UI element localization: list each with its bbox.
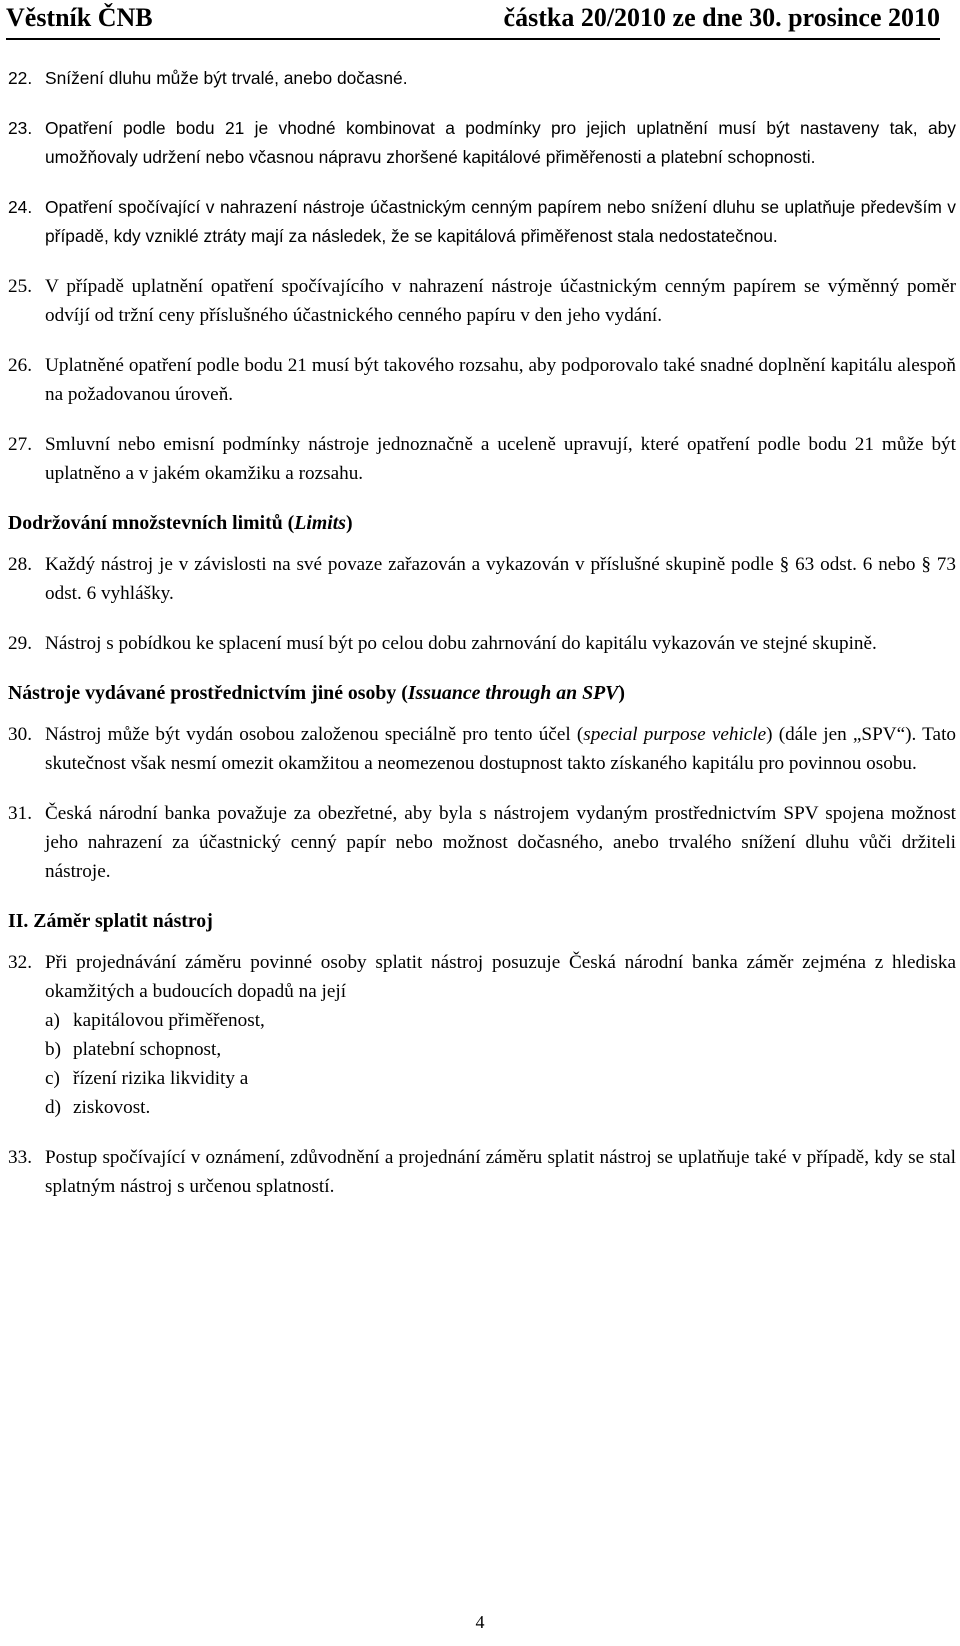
page-header (6, 2, 940, 34)
paragraph-30: 30. Nástroj může být vydán osobou založenou speciálně pro tento účel (special purpose vehicle) (dále jen „SPV“). Tato skutečnost však nesmí omezit okamžitou a neomezenou dostupnost takto získaného kapitálu pro povinnou osobu. (8, 724, 956, 774)
paragraph-28: 28. Každý nástroj je v závislosti na své povaze zařazován a vykazován v příslušné skupině podle § 63 odst. 6 nebo § 73 odst. 6 vyhlášky. (8, 554, 956, 604)
header-divider (6, 38, 940, 40)
heading-spv: Nástroje vydávané prostřednictvím jiné osoby (Issuance through an SPV) (8, 682, 625, 704)
paragraph-23: 23. Opatření podle bodu 21 je vhodné kombinovat a podmínky pro jejich uplatnění musí být nastaveny tak, aby umožňovaly udržení nebo včasnou nápravu zhoršené kapitálové přiměřenosti a platební schopnosti. (8, 118, 956, 167)
document-body (8, 64, 956, 1222)
paragraph-27: 27. Smluvní nebo emisní podmínky nástroje jednoznačně a uceleně upravují, které opatření podle bodu 21 může být uplatněno a v jakém okamžiku a rozsahu. (8, 434, 956, 484)
paragraph-22: 22. Snížení dluhu může být trvalé, anebo dočasné. (8, 68, 408, 88)
paragraph-24: 24. Opatření spočívající v nahrazení nástroje účastnickým cenným papírem nebo snížení dluhu se uplatňuje především v případě, kdy vzniklé ztráty mají za následek, že se kapitálová přiměřenost stala nedostatečnou. (8, 197, 956, 246)
list-item: d) ziskovost. (45, 1097, 151, 1118)
heading-limits: Dodržování množstevních limitů (Limits) (8, 512, 353, 534)
issue-info: částka 20/2010 ze dne 30. prosince 2010 (503, 3, 940, 32)
paragraph-26: 26. Uplatněné opatření podle bodu 21 musí být takového rozsahu, aby podporovalo také snadné doplnění kapitálu alespoň na požadovanou úroveň. (8, 355, 956, 405)
heading-repay: II. Záměr splatit nástroj (8, 910, 213, 932)
paragraph-32: 32. Při projednávání záměru povinné osoby splatit nástroj posuzuje Česká národní banka záměr zejména z hlediska okamžitých a budoucích dopadů na její a) kapitálovou přiměřenost, b) platební schopnost, c) řízení rizika likvidity a d) ziskovost. (8, 948, 956, 1122)
list-item: c) řízení rizika likvidity a (45, 1068, 249, 1089)
paragraph-31: 31. Česká národní banka považuje za obezřetné, aby byla s nástrojem vydaným prostřednictvím SPV spojena možnost jeho nahrazení za účastnický cenný papír nebo možnost dočasného, anebo trvalého snížení dluhu vůči držiteli nástroje. (8, 803, 956, 882)
paragraph-29: 29. Nástroj s pobídkou ke splacení musí být po celou dobu zahrnování do kapitálu vykazován ve stejné skupině. (8, 633, 877, 654)
journal-title: Věstník ČNB (6, 3, 153, 32)
paragraph-33: 33. Postup spočívající v oznámení, zdůvodnění a projednání záměru splatit nástroj se uplatňuje také v případě, kdy se stal splatným nástroj s určenou splatností. (8, 1147, 956, 1197)
list-item: a) kapitálovou přiměřenost, (45, 1010, 265, 1031)
page-number: 4 (475, 1612, 485, 1632)
paragraph-25: 25. V případě uplatnění opatření spočívajícího v nahrazení nástroje účastnickým cenným papírem se výměnný poměr odvíjí od tržní ceny příslušného účastnického cenného papíru v den jeho vydání. (8, 276, 956, 326)
list-item: b) platební schopnost, (45, 1039, 222, 1060)
